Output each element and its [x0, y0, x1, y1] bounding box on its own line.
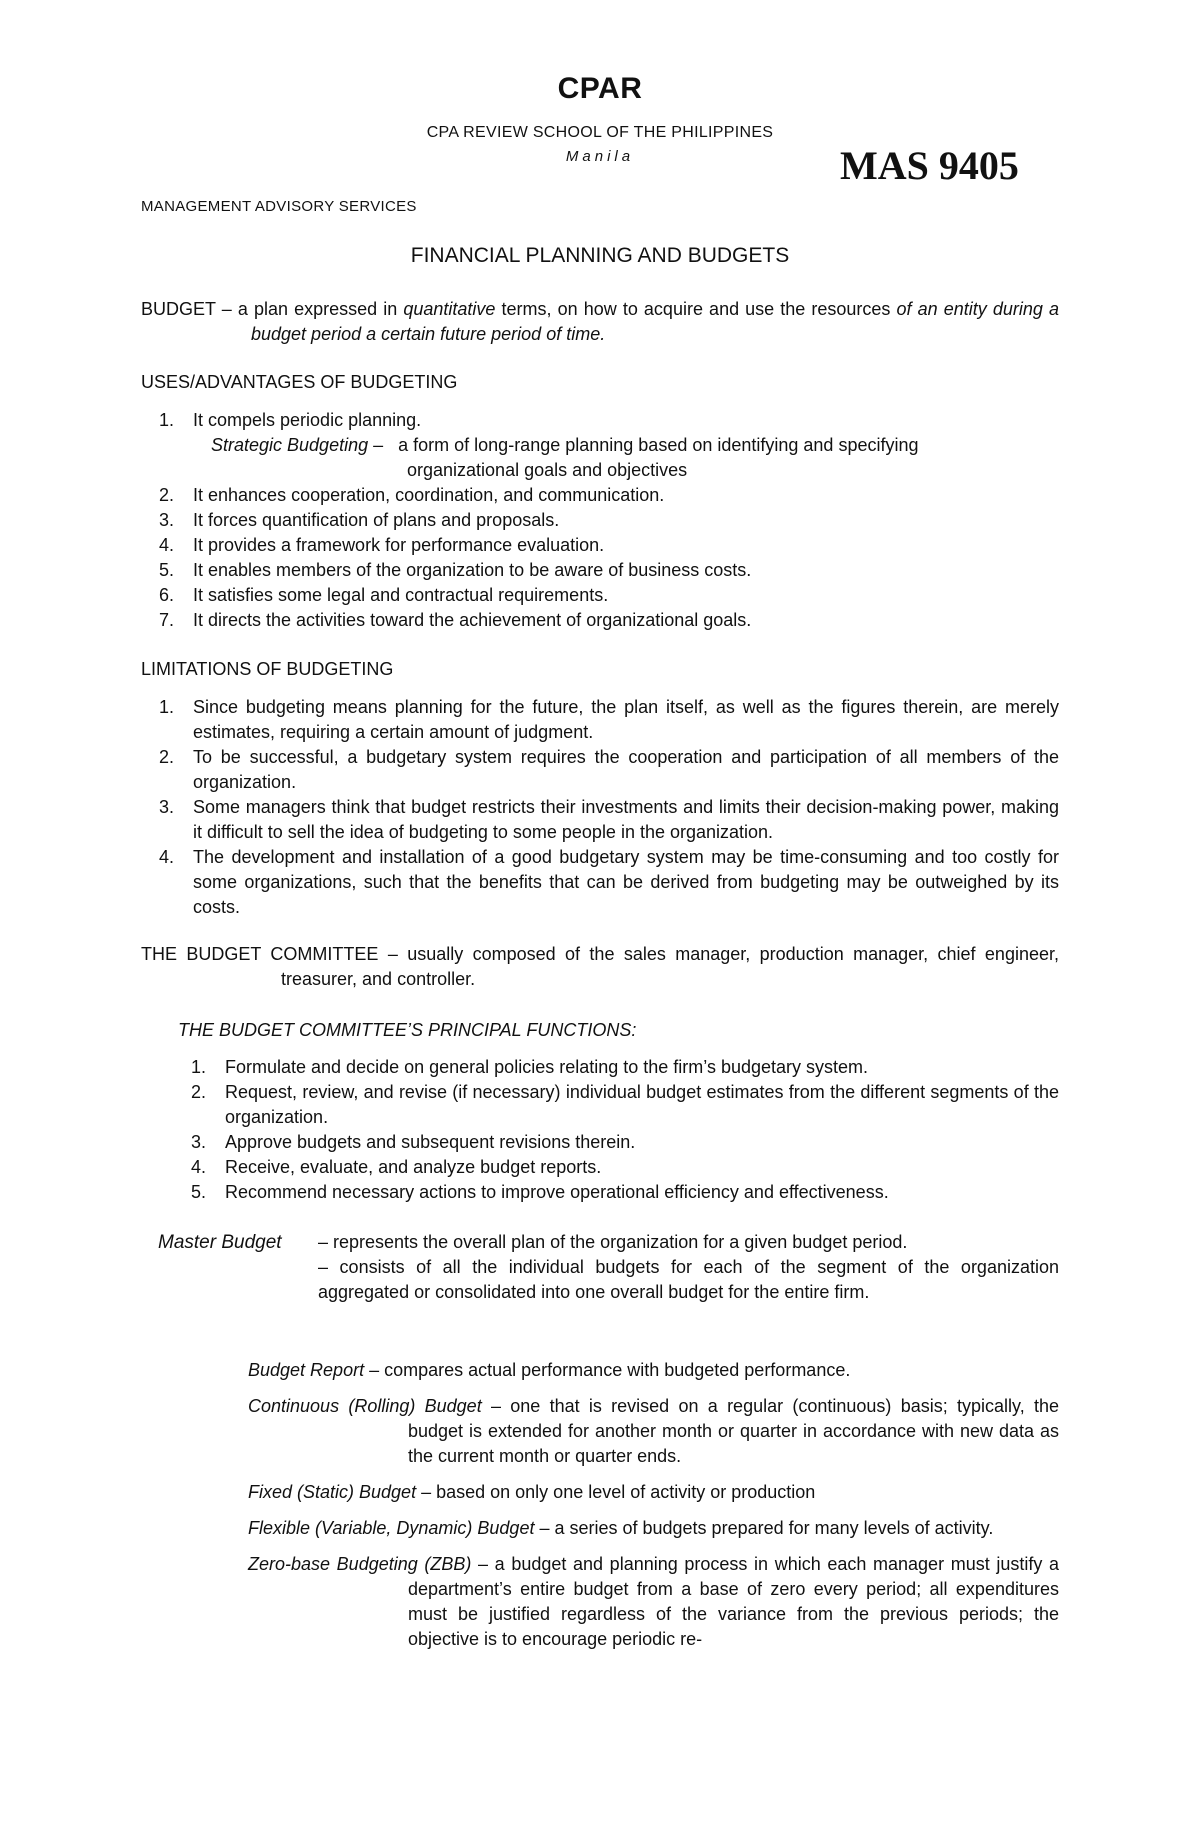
- functions-list: [173, 1055, 1059, 1205]
- budget-term: BUDGET: [141, 299, 216, 319]
- list-item: 4. The development and installation of a good budgetary system may be time-consuming and too costly for some organizations, such that the benefits that can be derived from budgeting may be outweighed by its costs.: [159, 847, 1059, 917]
- strategic-label: Strategic Budgeting: [211, 435, 369, 455]
- uses-list: [141, 408, 1059, 633]
- committee-term: THE BUDGET COMMITTEE: [141, 944, 379, 964]
- definition-flexible-budget: Flexible (Variable, Dynamic) Budget – a series of budgets prepared for many levels of activity.: [248, 1518, 994, 1538]
- functions-title: THE BUDGET COMMITTEE’S PRINCIPAL FUNCTIONS:: [178, 1020, 637, 1040]
- list-item: 3. Approve budgets and subsequent revisions therein.: [191, 1132, 636, 1152]
- list-item: 1. Formulate and decide on general policies relating to the firm’s budgetary system.: [191, 1057, 869, 1077]
- list-item: 7. It directs the activities toward the achievement of organizational goals.: [159, 610, 752, 630]
- master-budget-label: Master Budget: [158, 1232, 282, 1253]
- list-item: 2. It enhances cooperation, coordination, and communication.: [159, 485, 665, 505]
- header-title: CPAR: [557, 72, 643, 105]
- list-item: 3. It forces quantification of plans and proposals.: [159, 510, 560, 530]
- budget-definition: BUDGET – a plan expressed in quantitative terms, on how to acquire and use the resources of an entity during a budget period a certain future period of time.: [141, 299, 1059, 344]
- list-item: 3. Some managers think that budget restricts their investments and limits their decision-making power, making it difficult to sell the idea of budgeting to some people in the organization.: [159, 797, 1059, 842]
- limitations-heading: LIMITATIONS OF BUDGETING: [141, 659, 394, 679]
- list-item: 2. Request, review, and revise (if necessary) individual budget estimates from the different segments of the organization.: [191, 1082, 1059, 1127]
- limitations-list: [141, 695, 1059, 920]
- uses-heading: USES/ADVANTAGES OF BUDGETING: [141, 372, 458, 392]
- header-school: CPA REVIEW SCHOOL OF THE PHILIPPINES: [426, 124, 774, 141]
- course-code: MAS 9405: [840, 143, 1019, 188]
- budget-definitions: [248, 1358, 1059, 1663]
- definition-continuous-budget: Continuous (Rolling) Budget – one that is revised on a regular (continuous) basis; typically, the budget is extended for another month or quarter in accordance with new data as the current month or quarter ends.: [248, 1396, 1059, 1466]
- budget-committee: THE BUDGET COMMITTEE – usually composed of the sales manager, production manager, chief engineer, treasurer, and controller.: [141, 944, 1059, 989]
- list-item: 1. It compels periodic planning.: [159, 410, 422, 430]
- strategic-budgeting-note: Strategic Budgeting – a form of long-range planning based on identifying and specifying organizational goals and objectives: [211, 435, 919, 480]
- definition-budget-report: Budget Report – compares actual performance with budgeted performance.: [248, 1360, 851, 1380]
- master-budget: Master Budget – represents the overall plan of the organization for a given budget period. – consists of all the individual budgets for each of the segment of the organization aggregated or consolidated into one overall budget for the entire firm.: [158, 1232, 1059, 1302]
- list-item: 4. Receive, evaluate, and analyze budget reports.: [191, 1157, 602, 1177]
- definition-fixed-budget: Fixed (Static) Budget – based on only one level of activity or production: [248, 1482, 816, 1502]
- header-city: Manila: [565, 148, 635, 165]
- list-item: 6. It satisfies some legal and contractual requirements.: [159, 585, 609, 605]
- list-item: 5. It enables members of the organization to be aware of business costs.: [159, 560, 752, 580]
- list-item: 5. Recommend necessary actions to improve operational efficiency and effectiveness.: [191, 1182, 889, 1202]
- list-item: 1. Since budgeting means planning for the future, the plan itself, as well as the figures therein, are merely estimates, requiring a certain amount of judgment.: [159, 697, 1059, 742]
- list-item: 4. It provides a framework for performance evaluation.: [159, 535, 605, 555]
- document-title: FINANCIAL PLANNING AND BUDGETS: [410, 244, 790, 267]
- header-department: MANAGEMENT ADVISORY SERVICES: [141, 198, 417, 215]
- list-item: 2. To be successful, a budgetary system requires the cooperation and participation of all members of the organization.: [159, 747, 1059, 792]
- definition-zero-base-budgeting: Zero-base Budgeting (ZBB) – a budget and planning process in which each manager must justify a department’s entire budget from a base of zero every period; all expenditures must be justified regardless of the variance from the previous periods; the objective is to encourage periodic re-: [248, 1554, 1060, 1649]
